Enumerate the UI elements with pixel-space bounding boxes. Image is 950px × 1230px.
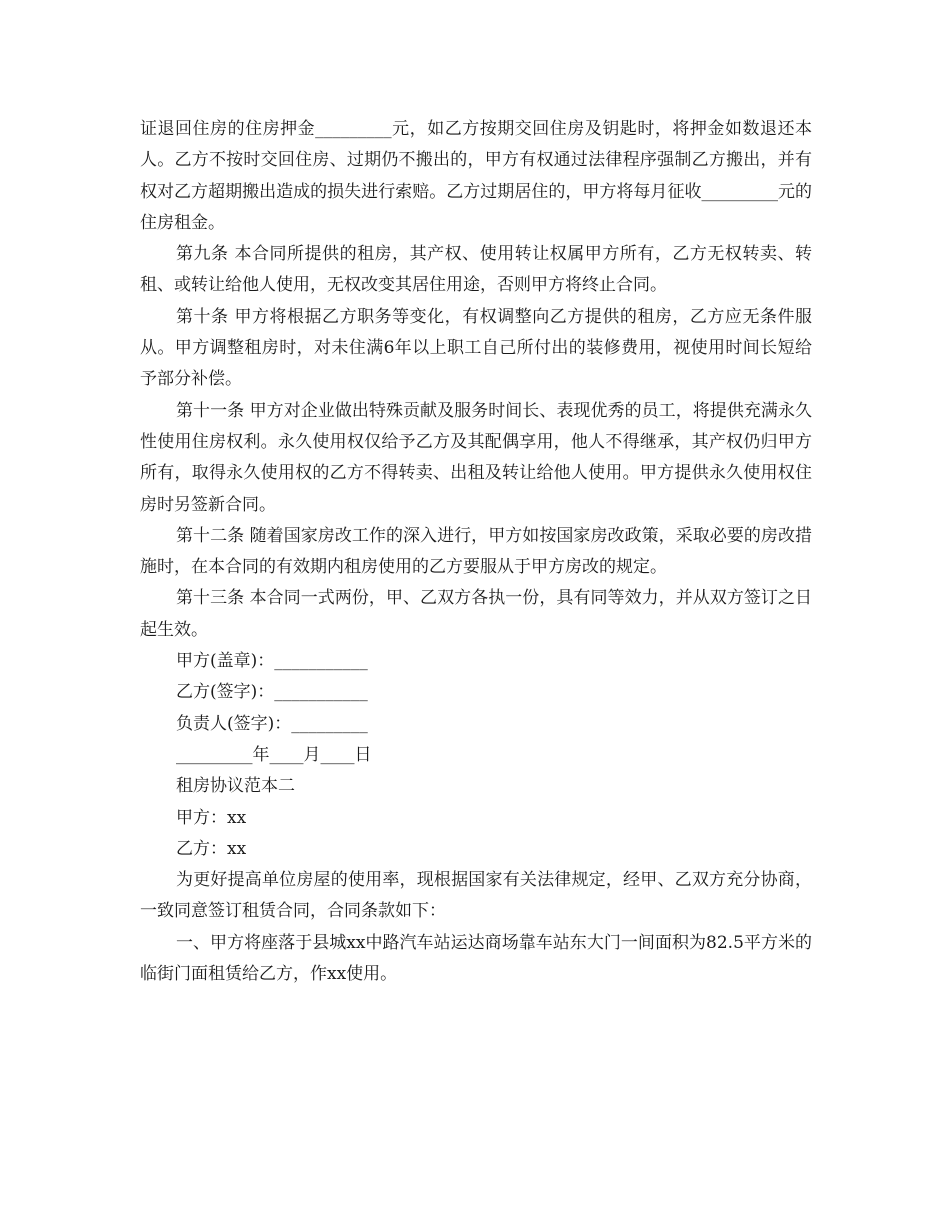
party-b-name: 乙方：xx [176, 838, 247, 859]
paragraph-clause-1: 一、甲方将座落于县城xx中路汽车站运达商场靠车站东大门一间面积为82.5平方米的临街门面租赁给乙方，作xx使用。 [140, 932, 812, 985]
document-body [140, 114, 812, 990]
paragraph-article-11: 第十一条 甲方对企业做出特殊贡献及服务时间长、表现优秀的员工，将提供充满永久性使用住房权利。永久使用权仅给予乙方及其配偶享用，他人不得继承，其产权仍归甲方所有，取得永久使用权的乙方不得转卖、出租及转让给他人使用。甲方提供永久使用权住房时另签新合同。 [140, 400, 812, 515]
paragraph-article-9: 第九条 本合同所提供的租房，其产权、使用转让权属甲方所有，乙方无权转卖、转租、或转让给他人使用，无权改变其居住用途，否则甲方将终止合同。 [140, 244, 812, 296]
paragraph-preamble: 为更好提高单位房屋的使用率，现根据国家有关法律规定，经甲、乙双方充分协商，一致同意签订租赁合同，合同条款如下： [140, 870, 812, 922]
signature-party-a: 甲方(盖章)：___________ [176, 651, 368, 672]
paragraph-article-13: 第十三条 本合同一式两份，甲、乙双方各执一份，具有同等效力，并从双方签订之日起生效。 [140, 588, 812, 640]
party-a-name: 甲方：xx [176, 807, 247, 828]
paragraph-deposit-refund: 证退回住房的住房押金_________元，如乙方按期交回住房及钥匙时，将押金如数退还本人。乙方不按时交回住房、过期仍不搬出的，甲方有权通过法律程序强制乙方搬出，并有权对乙方超期搬出造成的损失进行索赔。乙方过期居住的，甲方将每月征收_________元的住房租金。 [140, 119, 812, 233]
paragraph-article-10: 第十条 甲方将根据乙方职务等变化，有权调整向乙方提供的租房，乙方应无条件服从。甲方调整租房时，对未住满6年以上职工自己所付出的装修费用，视使用时间长短给予部分补偿。 [140, 306, 812, 390]
signature-party-b: 乙方(签字)：___________ [176, 682, 368, 703]
paragraph-article-12: 第十二条 随着国家房改工作的深入进行，甲方如按国家房改政策，采取必要的房改措施时，在本合同的有效期内租房使用的乙方要服从于甲方房改的规定。 [140, 525, 812, 578]
signature-responsible-person: 负责人(签字)：_________ [176, 713, 368, 734]
signature-date: _________年____月____日 [176, 744, 372, 765]
section-title-template-2: 租房协议范本二 [176, 776, 295, 797]
